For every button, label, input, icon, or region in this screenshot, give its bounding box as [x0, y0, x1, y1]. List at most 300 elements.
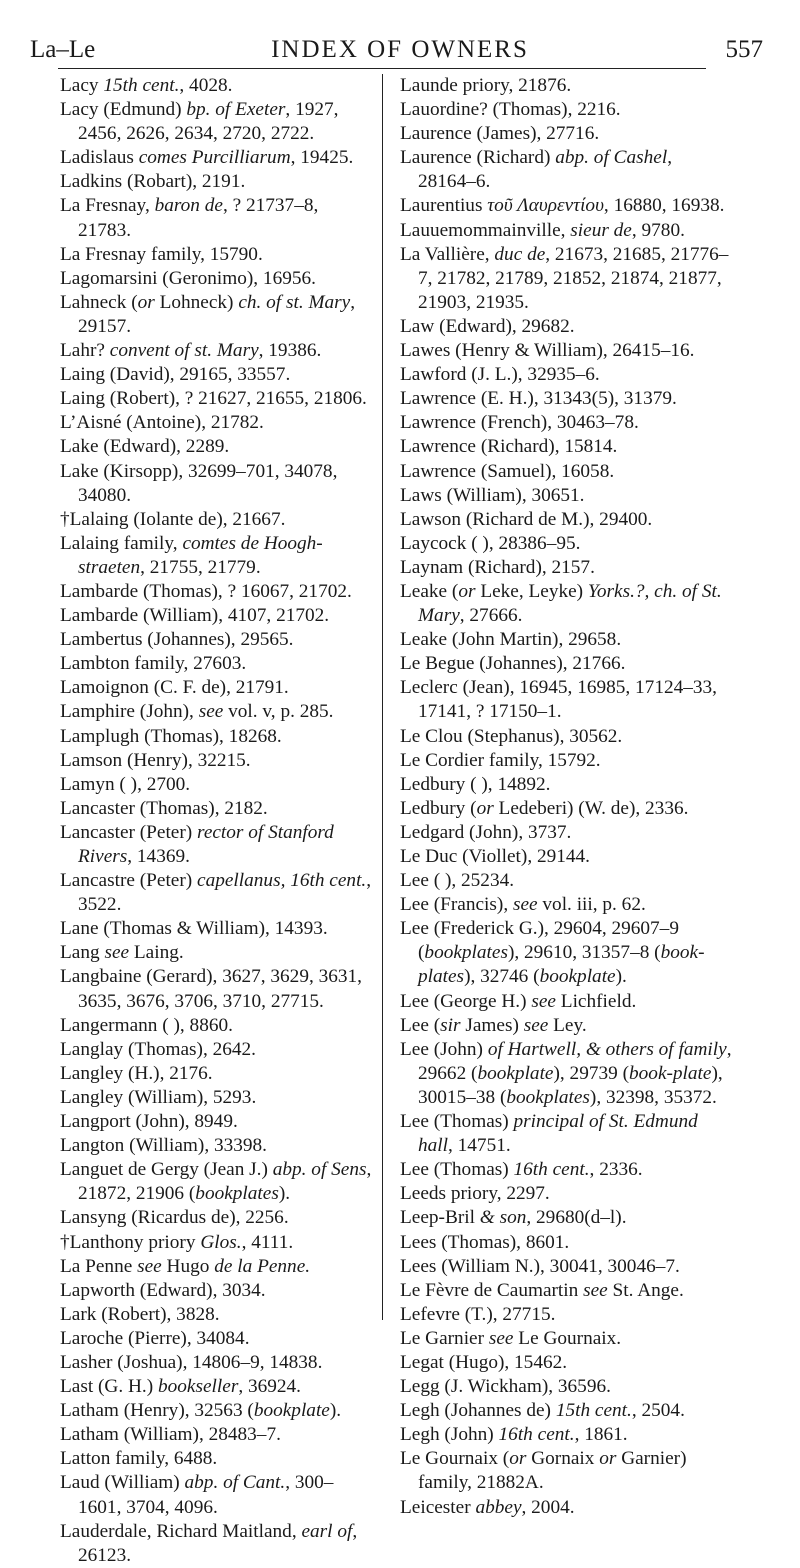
entry-text: Lahneck ( — [60, 291, 138, 313]
entry-text: Ledbury ( — [400, 797, 477, 819]
entry-text: Garnier) family, 21882A. — [418, 1448, 687, 1494]
index-entry — [400, 1375, 732, 1399]
entry-italic-text: book-plate — [629, 1062, 712, 1084]
index-entry — [400, 243, 732, 315]
entry-text: La Vallière, — [400, 243, 495, 265]
entry-text: Laing (Robert), ? 21627, 21655, 21806. — [60, 388, 367, 410]
index-entry — [400, 1303, 732, 1327]
entry-italic-text: or — [509, 1448, 527, 1470]
index-entry — [400, 652, 732, 676]
entry-text: Ladkins (Robart), 2191. — [60, 171, 246, 193]
entry-text: , 3522. — [78, 870, 372, 916]
entry-text: Lee (Frederick G.), 29604, 29607–9 ( — [400, 918, 679, 964]
entry-text: , 2504. — [631, 1400, 685, 1422]
entry-text: Legh (Johannes de) — [400, 1400, 556, 1422]
entry-text: Le Cordier family, 15792. — [400, 749, 601, 771]
index-entry — [400, 411, 732, 435]
index-entry — [60, 1423, 372, 1447]
index-entry — [400, 749, 732, 773]
entry-italic-text: earl of — [301, 1520, 353, 1542]
index-entry — [400, 725, 732, 749]
index-entry — [400, 484, 732, 508]
entry-text: , 1861. — [574, 1424, 628, 1446]
entry-text: Langbaine (Gerard), 3627, 3629, 3631, 3635, 3676, 3706, 3710, 27715. — [60, 966, 362, 1012]
index-entry — [400, 1399, 732, 1423]
entry-text: , 16880, 16938. — [603, 195, 725, 217]
entry-italic-text: comes Purcilliarum — [138, 147, 291, 169]
index-entry — [60, 243, 372, 267]
entry-text: Lambarde (William), 4107, 21702. — [60, 605, 330, 627]
entry-text: , 2004. — [521, 1496, 575, 1518]
entry-text: , 19425. — [290, 147, 354, 169]
entry-text: Gornaix — [526, 1448, 600, 1470]
entry-text: Laycock ( ), 28386–95. — [400, 532, 581, 554]
entry-italic-text: duc de — [494, 243, 546, 265]
entry-text: Lawson (Richard de M.), 29400. — [400, 508, 653, 530]
entry-italic-text: bp. of Exeter — [186, 99, 286, 121]
entry-text: Lamoignon (C. F. de), 21791. — [60, 677, 289, 699]
index-entry — [60, 1231, 372, 1255]
entry-text: vol. iii, p. 62. — [537, 894, 646, 916]
index-entry — [400, 676, 732, 724]
index-entry — [60, 532, 372, 580]
entry-italic-text: convent of st. Mary — [109, 340, 259, 362]
entry-text: Le Clou (Stephanus), 30562. — [400, 725, 623, 747]
entry-text: , 36924. — [238, 1376, 301, 1398]
entry-text: , 1927, 2456, 2626, 2634, 2720, 2722. — [78, 99, 339, 145]
index-entry — [400, 1423, 732, 1447]
entry-text: Lang — [60, 942, 105, 964]
entry-text: Leake (John Martin), 29658. — [400, 629, 622, 651]
entry-text: Latton family, 6488. — [60, 1448, 218, 1470]
entry-text: Lee (Thomas) — [400, 1111, 514, 1133]
entry-text: St. Ange. — [607, 1279, 684, 1301]
index-entry — [60, 387, 372, 411]
entry-text: Leclerc (Jean), 16945, 16985, 17124–33, 17141, ? 17150–1. — [400, 677, 717, 723]
entry-italic-text: 16th cent. — [513, 1159, 590, 1181]
entry-text: Lacy (Edmund) — [60, 99, 187, 121]
index-entry — [60, 1062, 372, 1086]
entry-text: Lamyn ( ), 2700. — [60, 773, 191, 795]
entry-italic-text: see — [512, 894, 538, 916]
entry-text: Lawrence (E. H.), 31343(5), 31379. — [400, 388, 677, 410]
entry-text: , 4111. — [241, 1231, 294, 1253]
entry-text: Le Garnier — [400, 1327, 489, 1349]
entry-text: La Penne — [60, 1255, 138, 1277]
entry-text: , 9780. — [631, 219, 685, 241]
entry-italic-text: see — [137, 1255, 162, 1277]
entry-text: Lambton family, 27603. — [60, 653, 247, 675]
entry-text: Law (Edward), 29682. — [400, 315, 575, 337]
entry-italic-text: or — [137, 291, 155, 313]
entry-text: Laroche (Pierre), 34084. — [60, 1327, 250, 1349]
entry-italic-text: see — [198, 701, 224, 723]
entry-text: Laurence (Richard) — [400, 147, 556, 169]
entry-text: Le Gournaix. — [513, 1327, 622, 1349]
entry-italic-text: τοῦ Λαυρεντίου — [487, 195, 604, 217]
index-entry — [400, 363, 732, 387]
column-divider — [382, 74, 383, 1320]
entry-italic-text: bookplates — [195, 1183, 279, 1205]
entry-text: Latham (William), 28483–7. — [60, 1424, 281, 1446]
entry-text: Hugo — [161, 1255, 215, 1277]
entry-italic-text: ch. of st. Mary — [238, 291, 351, 313]
entry-text: Ledbury ( ), 14892. — [400, 773, 551, 795]
entry-text: Ladislaus — [60, 147, 139, 169]
index-entry — [60, 1014, 372, 1038]
entry-text: Le Gournaix ( — [400, 1448, 510, 1470]
index-entry — [60, 146, 372, 170]
entry-text: , ? 21737–8, 21783. — [78, 195, 319, 241]
entry-text: ), 32746 ( — [464, 966, 540, 988]
entry-italic-text: principal of St. Edmund hall — [418, 1111, 698, 1157]
entry-text: Leep-Bril — [400, 1207, 480, 1229]
entry-text: Lagomarsini (Geronimo), 16956. — [60, 267, 316, 289]
entry-text: Lawes (Henry & William), 26415–16. — [400, 340, 695, 362]
index-entry — [60, 628, 372, 652]
index-entry — [400, 1231, 732, 1255]
entry-text: Ley. — [548, 1014, 587, 1036]
entry-text: vol. v, p. 285. — [223, 701, 334, 723]
entry-text: ), 30015–38 ( — [418, 1062, 723, 1108]
index-entry — [400, 1206, 732, 1230]
entry-text: Lauderdale, Richard Maitland, — [60, 1520, 302, 1542]
index-entry — [60, 941, 372, 965]
index-entry — [60, 869, 372, 917]
entry-italic-text: Yorks.?, ch. of St. Mary — [418, 580, 722, 627]
index-entry — [60, 580, 372, 604]
index-entry — [60, 1134, 372, 1158]
entry-text: James) — [460, 1014, 524, 1036]
entry-text: Lamplugh (Thomas), 18268. — [60, 725, 282, 747]
entry-text: Laurentius — [400, 195, 488, 217]
entry-text: Lee ( ), 25234. — [400, 870, 515, 892]
entry-italic-text: sir — [440, 1014, 461, 1036]
entry-text: Leke, Leyke) — [475, 580, 588, 602]
entry-text: ), 29739 ( — [553, 1062, 630, 1084]
entry-text: Lake (Kirsopp), 32699–701, 34078, 34080. — [60, 460, 338, 506]
index-entry — [60, 676, 372, 700]
index-entry — [60, 98, 372, 146]
entry-italic-text: abp. of Cant. — [184, 1472, 286, 1494]
entry-text: Legh (John) — [400, 1424, 499, 1446]
index-entry — [400, 460, 732, 484]
entry-text: Latham (Henry), 32563 ( — [60, 1400, 254, 1422]
index-entry — [400, 1038, 732, 1110]
index-entry — [60, 797, 372, 821]
index-entry — [60, 1110, 372, 1134]
index-entry — [400, 1447, 732, 1495]
entry-text: , 29680(d–l). — [526, 1207, 627, 1229]
index-entry — [400, 797, 732, 821]
index-entry — [60, 170, 372, 194]
index-entry — [60, 411, 372, 435]
index-entry — [400, 1351, 732, 1375]
entry-text: ), 32398, 35372. — [589, 1086, 717, 1108]
index-entry — [400, 532, 732, 556]
entry-text: Ledgard (John), 3737. — [400, 821, 572, 843]
entry-italic-text: bookplate — [477, 1062, 554, 1084]
entry-text: , 14369. — [127, 846, 190, 867]
entry-text: Laurence (James), 27716. — [400, 123, 600, 145]
entry-text: Lauordine? (Thomas), 2216. — [400, 99, 621, 121]
entry-text: Laynam (Richard), 2157. — [400, 556, 595, 578]
index-entry — [60, 291, 372, 339]
entry-italic-text: bookseller — [158, 1376, 239, 1398]
entry-text: La Fresnay family, 15790. — [60, 243, 263, 265]
entry-text: Legat (Hugo), 15462. — [400, 1351, 568, 1373]
index-entry — [60, 1303, 372, 1327]
entry-text: Lee (George H.) — [400, 990, 532, 1012]
entry-text: Laing. — [129, 942, 184, 964]
entry-text: Laud (William) — [60, 1472, 185, 1494]
index-entry — [400, 339, 732, 363]
index-entry — [400, 821, 732, 845]
header-rule — [58, 68, 706, 69]
entry-text: Lawrence (Samuel), 16058. — [400, 460, 615, 482]
page-title: INDEX OF OWNERS — [271, 36, 529, 63]
entry-text: Langermann ( ), 8860. — [60, 1014, 233, 1036]
index-entry — [60, 194, 372, 242]
index-entry — [400, 917, 732, 989]
entry-italic-text: bookplates — [424, 942, 508, 964]
entry-text: †Lanthony priory — [60, 1231, 201, 1253]
entry-text: , 26123. — [78, 1520, 358, 1566]
entry-text: Le Begue (Johannes), 21766. — [400, 653, 626, 675]
entry-text: , 19386. — [258, 340, 322, 362]
entry-text: Lancaster (Thomas), 2182. — [60, 797, 268, 819]
index-entry — [400, 1496, 732, 1520]
entry-text: , 21755, 21779. — [140, 556, 261, 578]
index-entry — [400, 845, 732, 869]
index-entry — [60, 604, 372, 628]
index-entry — [60, 1351, 372, 1375]
entry-text: , 4028. — [179, 75, 233, 96]
index-entry — [60, 1520, 372, 1568]
entry-text: Lake (Edward), 2289. — [60, 436, 230, 458]
entry-text: Lee ( — [400, 1014, 441, 1036]
index-entry — [60, 1086, 372, 1110]
entry-italic-text: 16th cent. — [498, 1424, 575, 1446]
entry-text: Laws (William), 30651. — [400, 484, 585, 506]
index-entry — [60, 1158, 372, 1206]
entry-italic-text: abp. of Sens — [272, 1159, 367, 1181]
entry-italic-text: & son — [479, 1207, 527, 1229]
entry-text: Lacy — [60, 75, 104, 96]
entry-text: ). — [329, 1400, 342, 1422]
entry-italic-text: see — [488, 1327, 514, 1349]
index-column-left — [60, 74, 372, 1568]
entry-text: Lamphire (John), — [60, 701, 199, 723]
entry-italic-text: see — [531, 990, 556, 1012]
entry-text: Lees (William N.), 30041, 30046–7. — [400, 1255, 680, 1277]
entry-text: , 21872, 21906 ( — [78, 1159, 372, 1205]
entry-italic-text: baron de — [154, 195, 223, 217]
entry-text: ). — [615, 966, 627, 988]
entry-text: , 27666. — [459, 605, 523, 627]
index-entry — [400, 1110, 732, 1158]
index-entry — [60, 652, 372, 676]
index-entry — [400, 1158, 732, 1182]
entry-text: Launde priory, 21876. — [400, 75, 572, 96]
entry-italic-text: comtes de Hoogh-straeten — [78, 532, 323, 578]
entry-text: Langley (H.), 2176. — [60, 1062, 213, 1084]
entry-italic-text: rector of Stanford Rivers — [78, 821, 334, 867]
index-entry — [60, 1206, 372, 1230]
entry-text: Lamson (Henry), 32215. — [60, 749, 251, 771]
entry-text: ), 29610, 31357–8 ( — [507, 942, 661, 964]
entry-text: Lasher (Joshua), 14806–9, 14838. — [60, 1351, 323, 1373]
index-entry — [60, 1471, 372, 1519]
entry-text: , 28164–6. — [418, 147, 673, 193]
entry-text: , 21673, 21685, 21776–7, 21782, 21789, 21852, 21874, 21877, 21903, 21935. — [418, 243, 729, 313]
entry-text: Lapworth (Edward), 3034. — [60, 1279, 266, 1301]
entry-text: Leeds priory, 2297. — [400, 1183, 550, 1205]
index-entry — [400, 98, 732, 122]
index-entry — [60, 267, 372, 291]
index-entry — [400, 773, 732, 797]
entry-text: Langley (William), 5293. — [60, 1086, 257, 1108]
page-number: 557 — [725, 36, 763, 63]
entry-italic-text: bookplate — [253, 1400, 330, 1422]
entry-italic-text: see — [523, 1014, 549, 1036]
index-entry — [400, 1279, 732, 1303]
index-entry — [400, 580, 732, 628]
entry-italic-text: of Hartwell, & others of family — [487, 1038, 727, 1060]
entry-italic-text: see — [583, 1279, 608, 1301]
entry-text: Le Fèvre de Caumartin — [400, 1279, 584, 1301]
index-entry — [400, 122, 732, 146]
entry-text: Lane (Thomas & William), 14393. — [60, 918, 328, 940]
entry-text: Leake ( — [400, 580, 459, 602]
index-entry — [400, 315, 732, 339]
index-entry — [60, 773, 372, 797]
index-entry — [60, 508, 372, 532]
entry-text: Lansyng (Ricardus de), 2256. — [60, 1207, 289, 1229]
index-entry — [60, 363, 372, 387]
entry-italic-text: de la Penne. — [214, 1255, 311, 1277]
entry-text: Lambertus (Johannes), 29565. — [60, 629, 294, 651]
index-entry — [60, 435, 372, 459]
index-entry — [60, 965, 372, 1013]
entry-text: Lee (Thomas) — [400, 1159, 514, 1181]
entry-italic-text: Glos. — [200, 1231, 242, 1253]
entry-italic-text: or — [458, 580, 476, 602]
index-entry — [400, 628, 732, 652]
page-header — [27, 28, 773, 62]
index-entry — [400, 387, 732, 411]
entry-text: Last (G. H.) — [60, 1376, 158, 1398]
entry-text: Lawrence (Richard), 15814. — [400, 436, 618, 458]
entry-italic-text: abp. of Cashel — [555, 147, 668, 169]
entry-italic-text: 15th cent. — [103, 75, 180, 96]
entry-text: , 14751. — [448, 1135, 511, 1157]
entry-text: Langlay (Thomas), 2642. — [60, 1038, 256, 1060]
index-column-right — [400, 74, 732, 1520]
entry-text: , 29157. — [78, 291, 356, 337]
entry-text: L’Aisné (Antoine), 21782. — [60, 412, 264, 434]
index-entry — [60, 339, 372, 363]
entry-italic-text: see — [104, 942, 130, 964]
entry-text: Lohneck) — [154, 291, 239, 313]
header-range: La–Le — [30, 36, 96, 63]
index-entry — [400, 1014, 732, 1038]
index-entry — [400, 869, 732, 893]
entry-text: , 300–1601, 3704, 4096. — [78, 1472, 334, 1518]
entry-text: Lauuemommainville, — [400, 219, 571, 241]
entry-text: Le Duc (Viollet), 29144. — [400, 846, 590, 867]
entry-text: Lefevre (T.), 27715. — [400, 1303, 556, 1325]
entry-italic-text: abbey — [475, 1496, 522, 1518]
index-entry — [60, 1255, 372, 1279]
entry-italic-text: book-plates — [418, 942, 705, 988]
index-entry — [400, 194, 732, 218]
entry-italic-text: bookplates — [506, 1086, 590, 1108]
entry-text: Langport (John), 8949. — [60, 1111, 238, 1133]
entry-text: ). — [278, 1183, 291, 1205]
index-entry — [60, 749, 372, 773]
index-entry — [60, 1399, 372, 1423]
index-entry — [60, 460, 372, 508]
index-entry — [60, 725, 372, 749]
entry-text: Lahr? — [60, 340, 110, 362]
index-entry — [60, 1447, 372, 1471]
index-entry — [400, 990, 732, 1014]
index-entry — [400, 556, 732, 580]
entry-italic-text: 15th cent. — [555, 1400, 632, 1422]
entry-text: Lichfield. — [555, 990, 637, 1012]
entry-italic-text: capellanus, 16th cent. — [197, 870, 367, 892]
entry-text: Leicester — [400, 1496, 476, 1518]
entry-italic-text: bookplate — [539, 966, 616, 988]
index-entry — [400, 508, 732, 532]
index-entry — [400, 893, 732, 917]
entry-text: Legg (J. Wickham), 36596. — [400, 1376, 611, 1398]
entry-text: Lark (Robert), 3828. — [60, 1303, 220, 1325]
index-entry — [60, 1038, 372, 1062]
index-entry — [400, 219, 732, 243]
entry-text: †Lalaing (Iolante de), 21667. — [60, 508, 286, 530]
index-entry — [60, 821, 372, 869]
entry-text: Lawford (J. L.), 32935–6. — [400, 364, 600, 386]
entry-text: Langton (William), 33398. — [60, 1135, 267, 1157]
entry-text: Laing (David), 29165, 33557. — [60, 364, 291, 386]
entry-text: Lambarde (Thomas), ? 16067, 21702. — [60, 580, 352, 602]
entry-text: Languet de Gergy (Jean J.) — [60, 1159, 273, 1181]
index-entry — [400, 146, 732, 194]
index-entry — [60, 700, 372, 724]
index-entry — [400, 435, 732, 459]
entry-text: Lee (Francis), — [400, 894, 513, 916]
entry-text: Ledeberi) (W. de), 2336. — [493, 797, 689, 819]
index-entry — [400, 1327, 732, 1351]
index-entry — [400, 1255, 732, 1279]
entry-text: , 29662 ( — [418, 1038, 732, 1084]
entry-italic-text: sieur de — [570, 219, 632, 241]
entry-text: Lee (John) — [400, 1038, 488, 1060]
index-entry — [60, 74, 372, 98]
index-entry — [60, 917, 372, 941]
entry-text: Lancastre (Peter) — [60, 870, 198, 892]
entry-italic-text: or — [476, 797, 494, 819]
entry-italic-text: or — [599, 1448, 617, 1470]
entry-text: , 2336. — [589, 1159, 643, 1181]
entry-text: Lalaing family, — [60, 532, 183, 554]
entry-text: Lees (Thomas), 8601. — [400, 1231, 570, 1253]
index-entry — [60, 1279, 372, 1303]
entry-text: Lancaster (Peter) — [60, 821, 198, 843]
index-entry — [400, 74, 732, 98]
